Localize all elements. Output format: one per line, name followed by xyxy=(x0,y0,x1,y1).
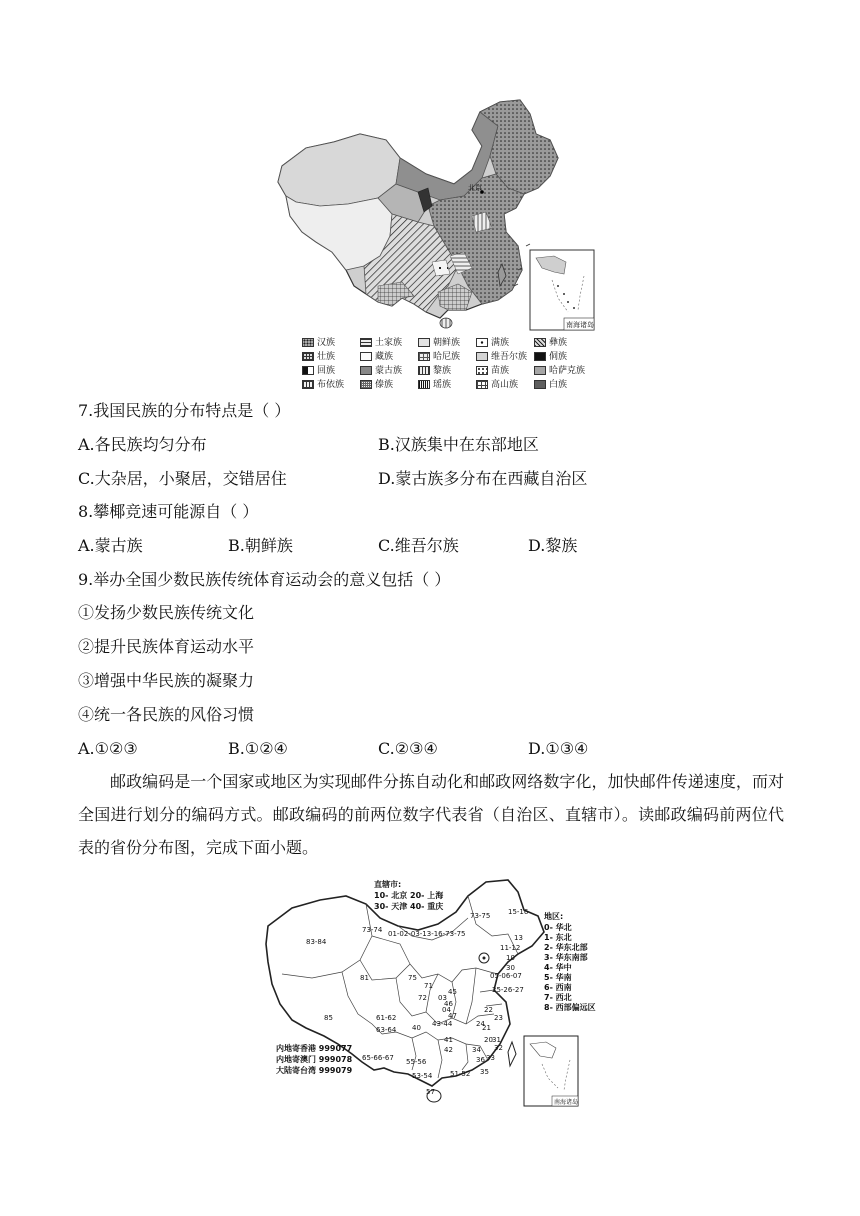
postal-code-label: 33 xyxy=(486,1054,495,1062)
municipal-line-1: 10- 北京 20- 上海 xyxy=(374,891,444,900)
postal-code-label: 63-64 xyxy=(376,1026,397,1034)
region-item: 1- 东北 xyxy=(544,933,572,942)
inset-label: 南海诸岛 xyxy=(566,321,594,329)
legend-label: 高山族 xyxy=(491,380,519,390)
q9-item-3: ③增强中华民族的凝聚力 xyxy=(78,671,255,690)
legend-swatch xyxy=(476,338,488,347)
legend-label: 哈尼族 xyxy=(433,352,461,362)
legend-label: 维吾尔族 xyxy=(491,352,528,362)
legend-item xyxy=(476,379,518,391)
legend-item xyxy=(534,379,567,391)
question-9-stem: 9.举办全国少数民族传统体育运动会的意义包括（ ） xyxy=(78,570,451,589)
legend-item xyxy=(360,351,393,363)
legend-swatch xyxy=(302,338,314,347)
region-item: 3- 华东南部 xyxy=(544,953,588,962)
postal-code-label: 55-56 xyxy=(406,1058,427,1066)
municipal-title: 直辖市: xyxy=(374,880,402,889)
legend-item xyxy=(360,337,402,349)
postal-code-label: 30 xyxy=(506,964,515,972)
legend-swatch xyxy=(360,338,372,347)
special-code-hk: 内地寄香港 999077 xyxy=(276,1044,353,1053)
postal-code-label: 05-06-07 xyxy=(490,972,522,980)
postal-code-figure xyxy=(262,874,598,1108)
legend-label: 汉族 xyxy=(317,338,336,348)
special-code-tw: 大陆寄台湾 999079 xyxy=(276,1066,353,1075)
legend-label: 布依族 xyxy=(317,380,345,390)
legend-label: 朝鲜族 xyxy=(433,338,461,348)
special-code-mo: 内地寄澳门 999078 xyxy=(276,1055,353,1064)
q8-option-b[interactable]: B.朝鲜族 xyxy=(228,536,293,555)
q7-option-a[interactable]: A.各民族均匀分布 xyxy=(78,435,207,454)
postal-code-label: 73-74 xyxy=(362,926,383,934)
postal-code-label: 35 xyxy=(480,1068,489,1076)
postal-code-label: 53-54 xyxy=(412,1072,433,1080)
postal-code-label: 01-02-03-13-16-73-75 xyxy=(388,930,466,938)
postal-code-label: 32 xyxy=(494,1044,503,1052)
legend-label: 傣族 xyxy=(375,380,394,390)
municipal-line-2: 30- 天津 40- 重庆 xyxy=(374,902,444,911)
legend-swatch xyxy=(476,352,488,361)
legend-item xyxy=(302,351,335,363)
legend-item xyxy=(534,351,567,363)
legend-label: 回族 xyxy=(317,366,336,376)
legend-swatch xyxy=(534,366,546,375)
legend-label: 蒙古族 xyxy=(375,366,403,376)
q9-option-b[interactable]: B.①②④ xyxy=(228,739,288,758)
postal-code-label: 46 xyxy=(444,1000,453,1008)
legend-swatch xyxy=(476,366,488,375)
postal-code-label: 71 xyxy=(424,982,433,990)
postal-code-label: 45 xyxy=(448,988,457,996)
postal-code-label: 72 xyxy=(418,994,427,1002)
postal-code-label: 15-16 xyxy=(508,908,529,916)
postal-code-label: 04 xyxy=(442,1006,451,1014)
postal-code-label: 57 xyxy=(426,1088,435,1096)
postal-code-label: 03 xyxy=(438,994,447,1002)
region-item: 4- 华中 xyxy=(544,963,572,972)
region-item: 0- 华北 xyxy=(544,923,572,932)
postal-code-label: 11-12 xyxy=(500,944,521,952)
q7-option-d[interactable]: D.蒙古族多分布在西藏自治区 xyxy=(378,469,588,488)
region-item: 2- 华东北部 xyxy=(544,943,588,952)
legend-label: 哈萨克族 xyxy=(549,366,586,376)
postal-code-label: 47 xyxy=(448,1012,457,1020)
legend-label: 壮族 xyxy=(317,352,336,362)
question-7-stem: 7.我国民族的分布特点是（ ） xyxy=(78,401,291,420)
q9-item-4: ④统一各民族的风俗习惯 xyxy=(78,705,255,724)
legend-item xyxy=(418,337,460,349)
legend-label: 黎族 xyxy=(433,366,452,376)
postal-code-label: 83-84 xyxy=(306,938,327,946)
question-8-stem: 8.攀椰竞速可能源自（ ） xyxy=(78,502,259,521)
postal-south-china-sea-inset xyxy=(524,1036,578,1106)
intro-paragraph xyxy=(78,765,784,864)
legend-swatch xyxy=(360,366,372,375)
legend-label: 彝族 xyxy=(549,338,568,348)
postal-code-label: 24 xyxy=(476,1020,485,1028)
legend-swatch xyxy=(476,380,488,389)
q7-option-b[interactable]: B.汉族集中在东部地区 xyxy=(378,435,539,454)
ethnic-distribution-figure xyxy=(268,96,600,396)
legend-label: 侗族 xyxy=(549,352,568,362)
postal-code-label: 51-52 xyxy=(450,1070,471,1078)
q9-item-2: ②提升民族体育运动水平 xyxy=(78,637,255,656)
postal-code-label: 75 xyxy=(408,974,417,982)
postal-code-label: 31 xyxy=(492,1036,501,1044)
legend-swatch xyxy=(418,366,430,375)
postal-inset-label: 南海诸岛 xyxy=(554,1099,579,1106)
legend-swatch xyxy=(418,338,430,347)
postal-code-label: 85 xyxy=(324,1014,333,1022)
legend-item xyxy=(476,365,509,377)
legend-swatch xyxy=(302,352,314,361)
postal-code-label: 20 xyxy=(484,1036,493,1044)
postal-code-label: 43-44 xyxy=(432,1020,453,1028)
postal-code-label: 81 xyxy=(360,974,369,982)
region-title: 地区: xyxy=(544,912,564,921)
postal-code-label: 42 xyxy=(444,1046,453,1054)
q7-option-c[interactable]: C.大杂居，小聚居，交错居住 xyxy=(78,469,287,488)
postal-code-label: 10 xyxy=(506,954,515,962)
legend-item xyxy=(418,365,451,377)
postal-code-label: 34 xyxy=(472,1046,481,1054)
postal-code-label: 36 xyxy=(476,1056,485,1064)
postal-code-label: 61-62 xyxy=(376,1014,397,1022)
legend-item xyxy=(360,365,402,377)
region-item: 7- 西北 xyxy=(544,993,572,1002)
legend-swatch xyxy=(360,352,372,361)
region-item: 8- 西部偏远区 xyxy=(544,1003,596,1012)
legend-label: 满族 xyxy=(491,338,510,348)
postal-code-label: 25-26-27 xyxy=(492,986,524,994)
q8-option-c[interactable]: C.维吾尔族 xyxy=(378,536,459,555)
legend-item xyxy=(302,379,344,391)
q9-item-1: ①发扬少数民族传统文化 xyxy=(78,603,255,622)
postal-code-label: 23 xyxy=(494,1014,503,1022)
legend-swatch xyxy=(418,380,430,389)
legend-item xyxy=(418,351,460,363)
ethnic-distribution-map xyxy=(268,96,600,332)
postal-code-label: 22 xyxy=(484,1006,493,1014)
legend-label: 苗族 xyxy=(491,366,510,376)
legend-swatch xyxy=(302,366,314,375)
postal-code-label: 41 xyxy=(444,1036,453,1044)
south-china-sea-inset xyxy=(530,250,594,330)
postal-code-label: 40 xyxy=(412,1024,421,1032)
legend-item xyxy=(476,337,509,349)
legend-item xyxy=(534,337,567,349)
postal-code-label: 65-66-67 xyxy=(362,1054,394,1062)
region-item: 6- 西南 xyxy=(544,983,572,992)
beijing-label: 北京 xyxy=(468,184,482,192)
legend-swatch xyxy=(534,338,546,347)
legend-swatch xyxy=(534,380,546,389)
legend-swatch xyxy=(302,380,314,389)
legend-swatch xyxy=(534,352,546,361)
legend-label: 藏族 xyxy=(375,352,394,362)
legend-label: 白族 xyxy=(549,380,568,390)
legend-item xyxy=(476,351,527,363)
q9-option-d[interactable]: D.①③④ xyxy=(528,739,589,758)
intro-text: 邮政编码是一个国家或地区为实现邮件分拣自动化和邮政网络数字化，加快邮件传递速度，而对全国进行划分的编码方式。邮政编码的前两位数字代表省（自治区、直辖市）。读邮政编码前两位代表的省份分布图，完成下面小题。 xyxy=(78,772,784,857)
legend-label: 土家族 xyxy=(375,338,403,348)
q9-option-c[interactable]: C.②③④ xyxy=(378,739,438,758)
q8-option-a[interactable]: A.蒙古族 xyxy=(78,536,143,555)
q9-option-a[interactable]: A.①②③ xyxy=(78,739,138,758)
legend-item xyxy=(360,379,393,391)
legend-item xyxy=(302,365,335,377)
legend-item xyxy=(534,365,585,377)
legend-item xyxy=(418,379,451,391)
legend-item xyxy=(302,337,335,349)
legend-swatch xyxy=(360,380,372,389)
region-item: 5- 华南 xyxy=(544,973,572,982)
postal-code-label: 21 xyxy=(482,1024,491,1032)
legend-swatch xyxy=(418,352,430,361)
postal-code-label: 73-75 xyxy=(470,912,491,920)
postal-code-label: 13 xyxy=(514,934,523,942)
legend-label: 瑶族 xyxy=(433,380,452,390)
q8-option-d[interactable]: D.黎族 xyxy=(528,536,578,555)
